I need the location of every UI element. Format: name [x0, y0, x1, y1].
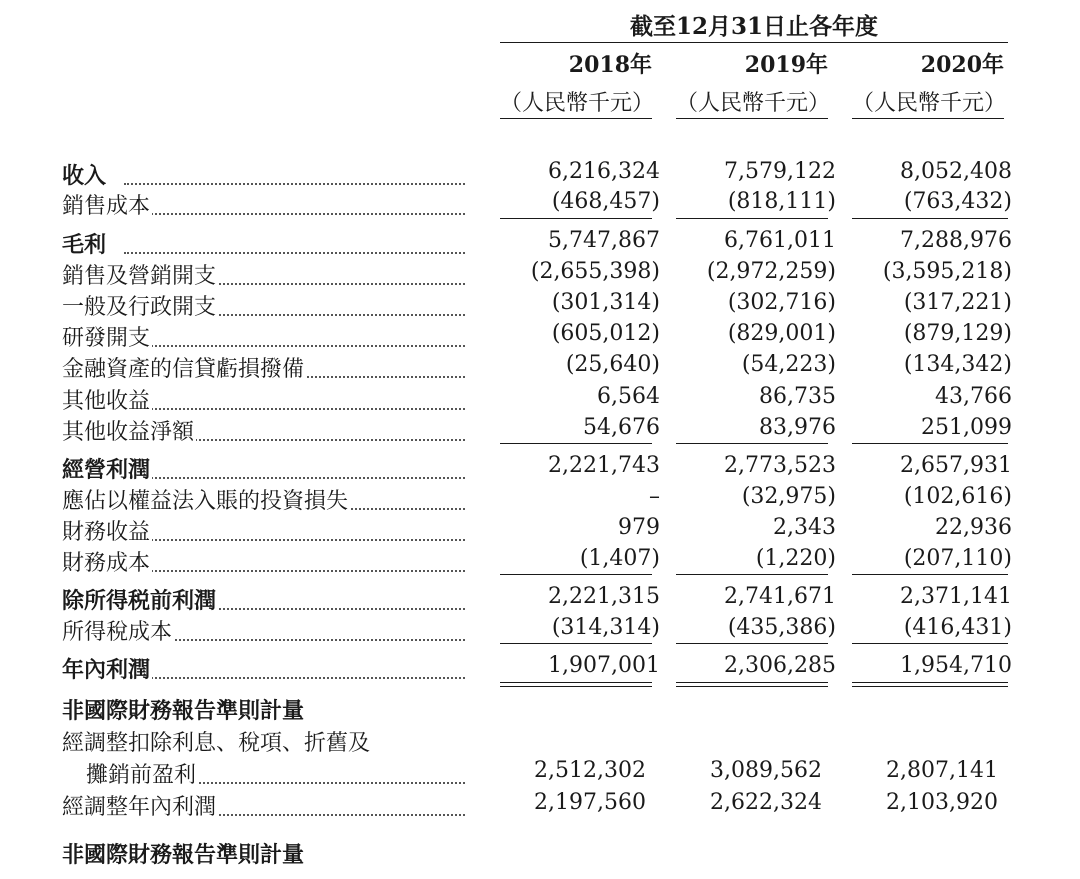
- total-double-rule-2018: [500, 682, 652, 687]
- leader-dots: [124, 477, 467, 479]
- subtotal-rule: [500, 643, 652, 644]
- row-value: (468,457): [551, 189, 660, 214]
- unit-2019: （人民幣千元）: [676, 91, 831, 116]
- row-label-text: 其他收益淨額: [62, 420, 195, 445]
- unit-underline-2020: [852, 118, 1004, 119]
- row-value: 2,343: [773, 515, 836, 540]
- leader-dots: [124, 252, 467, 254]
- adj-net-label-text: 經調整年內利潤: [62, 795, 217, 820]
- adj-ebitda-2019: 3,089,562: [710, 758, 822, 783]
- subtotal-rule: [676, 643, 828, 644]
- row-value: (829,001): [727, 321, 836, 346]
- row-value: (25,640): [565, 352, 660, 377]
- row-value: 6,564: [597, 384, 660, 409]
- row-label-text: 收入: [62, 163, 107, 189]
- row-label: [62, 546, 467, 577]
- subtotal-rule: [676, 443, 828, 444]
- row-label-text: 其他收益: [62, 389, 151, 414]
- row-value: 7,288,976: [900, 228, 1012, 253]
- subtotal-rule: [852, 643, 1008, 644]
- row-label-text: 財務成本: [62, 551, 151, 576]
- row-label: [62, 290, 467, 321]
- row-value: 22,936: [935, 515, 1012, 540]
- adj-ebitda-label-line2: [62, 758, 467, 789]
- row-value: 2,371,141: [900, 584, 1012, 609]
- leader-dots: [124, 570, 467, 572]
- row-value: 6,761,011: [724, 228, 836, 253]
- leader-dots: [124, 183, 467, 185]
- row-value: (302,716): [727, 290, 836, 315]
- year-2019: 2019年: [744, 52, 828, 78]
- leader-dots: [124, 639, 467, 641]
- row-value: (54,223): [741, 352, 836, 377]
- row-value: –: [649, 484, 660, 509]
- adj-ebitda-label-text: 攤銷前盈利: [86, 763, 197, 788]
- row-label-text: 除所得税前利潤: [62, 588, 217, 614]
- row-label: [62, 259, 467, 290]
- adj-ebitda-2020: 2,807,141: [886, 758, 998, 783]
- row-value: 2,221,315: [548, 584, 660, 609]
- adj-net-2020: 2,103,920: [886, 790, 998, 815]
- row-label: [62, 189, 467, 220]
- leader-dots: [124, 345, 467, 347]
- period-underline: [500, 42, 1008, 43]
- row-value: 6,216,324: [548, 159, 660, 184]
- unit-underline-2018: [500, 118, 652, 119]
- subtotal-rule: [676, 574, 828, 575]
- row-value: 2,773,523: [724, 453, 836, 478]
- row-value: 1,954,710: [900, 653, 1012, 678]
- row-value: 7,579,122: [724, 159, 836, 184]
- adj-ebitda-label-line1: 經調整扣除利息、稅項、折舊及: [62, 731, 371, 756]
- row-value: (134,342): [903, 352, 1012, 377]
- total-double-rule-2019: [676, 682, 828, 687]
- subtotal-rule: [676, 218, 828, 219]
- row-label: [62, 159, 467, 190]
- row-label: [62, 352, 467, 383]
- row-value: 2,221,743: [548, 453, 660, 478]
- row-value: 2,741,671: [724, 584, 836, 609]
- adj-ebitda-2018: 2,512,302: [534, 758, 646, 783]
- unit-underline-2019: [676, 118, 828, 119]
- non-ifrs-heading-2: 非國際財務報告準則計量: [62, 842, 305, 868]
- row-label: [62, 228, 467, 259]
- row-value: (2,972,259): [706, 259, 836, 284]
- row-label: [62, 515, 467, 546]
- row-label-text: 財務收益: [62, 520, 151, 545]
- row-value: (1,220): [755, 546, 836, 571]
- row-label: [62, 584, 467, 615]
- row-value: 5,747,867: [548, 228, 660, 253]
- subtotal-rule: [852, 443, 1008, 444]
- row-value: (1,407): [579, 546, 660, 571]
- adj-net-label: [62, 790, 467, 821]
- row-value: (2,655,398): [530, 259, 660, 284]
- row-label-text: 銷售及營銷開支: [62, 264, 217, 289]
- row-value: 2,657,931: [900, 453, 1012, 478]
- subtotal-rule: [500, 218, 652, 219]
- non-ifrs-heading: 非國際財務報告準則計量: [62, 698, 305, 724]
- adj-net-2018: 2,197,560: [534, 790, 646, 815]
- leader-dots: [124, 539, 467, 541]
- row-value: (314,314): [551, 615, 660, 640]
- row-value: 979: [618, 515, 660, 540]
- subtotal-rule: [500, 574, 652, 575]
- row-value: (3,595,218): [882, 259, 1012, 284]
- row-value: 43,766: [935, 384, 1012, 409]
- row-value: 251,099: [921, 415, 1012, 440]
- row-value: (879,129): [903, 321, 1012, 346]
- row-label-text: 所得稅成本: [62, 620, 173, 645]
- row-value: (207,110): [903, 546, 1012, 571]
- year-2020: 2020年: [920, 52, 1004, 78]
- row-label-text: 年內利潤: [62, 657, 151, 683]
- row-label: [62, 384, 467, 415]
- row-label-text: 金融資產的信貸虧損撥備: [62, 357, 305, 382]
- row-label: [62, 615, 467, 646]
- row-label-text: 銷售成本: [62, 194, 151, 219]
- row-label-text: 毛利: [62, 232, 107, 258]
- row-label-text: 研發開支: [62, 326, 151, 351]
- unit-2018: （人民幣千元）: [500, 91, 655, 116]
- row-value: (102,616): [903, 484, 1012, 509]
- row-value: 54,676: [583, 415, 660, 440]
- unit-2020: （人民幣千元）: [852, 91, 1007, 116]
- row-value: (32,975): [741, 484, 836, 509]
- subtotal-rule: [500, 443, 652, 444]
- row-value: (605,012): [551, 321, 660, 346]
- row-value: 1,907,001: [548, 653, 660, 678]
- row-value: 86,735: [759, 384, 836, 409]
- row-label-text: 一般及行政開支: [62, 295, 217, 320]
- leader-dots: [124, 213, 467, 215]
- row-label: [62, 484, 467, 515]
- row-label: [62, 415, 467, 446]
- row-value: (301,314): [551, 290, 660, 315]
- subtotal-rule: [852, 574, 1008, 575]
- row-value: 83,976: [759, 415, 836, 440]
- year-2018: 2018年: [568, 52, 652, 78]
- row-label-text: 經營利潤: [62, 457, 151, 483]
- row-label-text: 應佔以權益法入賬的投資損失: [62, 489, 349, 514]
- row-label: [62, 453, 467, 484]
- row-value: (416,431): [903, 615, 1012, 640]
- subtotal-rule: [852, 218, 1008, 219]
- total-double-rule-2020: [852, 682, 1008, 687]
- row-value: (763,432): [903, 189, 1012, 214]
- row-label: [62, 653, 467, 684]
- adj-net-2019: 2,622,324: [710, 790, 822, 815]
- leader-dots: [124, 677, 467, 679]
- row-value: 2,306,285: [724, 653, 836, 678]
- row-value: 8,052,408: [900, 159, 1012, 184]
- row-value: (435,386): [727, 615, 836, 640]
- row-label: [62, 321, 467, 352]
- period-heading: 截至12月31日止各年度: [629, 13, 878, 40]
- row-value: (317,221): [903, 290, 1012, 315]
- row-value: (818,111): [727, 189, 836, 214]
- leader-dots: [124, 408, 467, 410]
